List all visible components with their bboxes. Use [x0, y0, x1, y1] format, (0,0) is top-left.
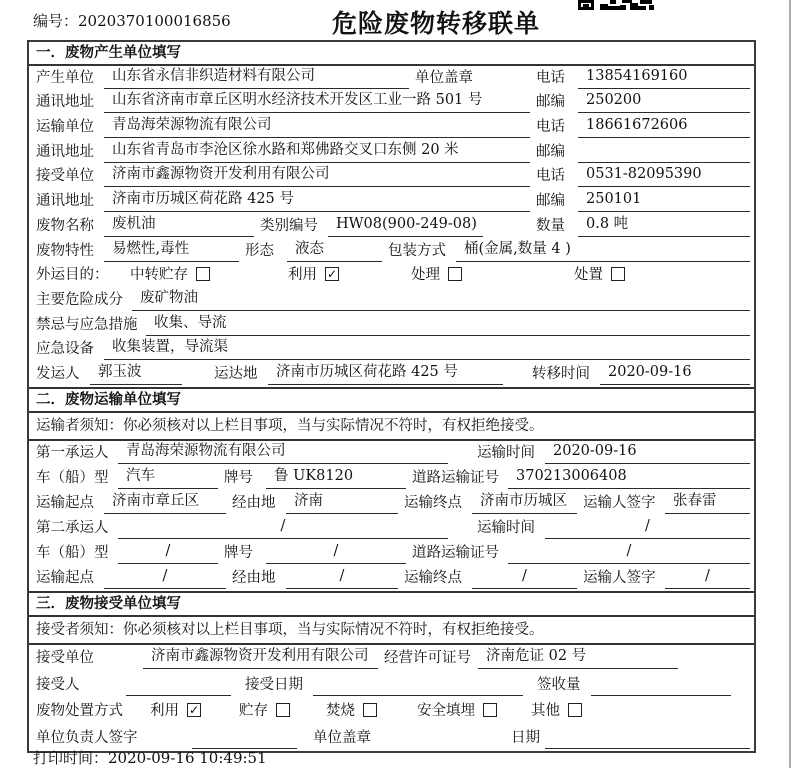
checkbox-checked-icon: ✓ [326, 266, 338, 281]
field-label: 通讯地址 [36, 193, 94, 210]
field-label: 邮编 [536, 143, 565, 160]
field-value: 山东省济南市章丘区明水经济技术开发区工业一路 501 号 [104, 91, 530, 113]
field-label: 运输终点 [404, 494, 462, 511]
field-label: 邮编 [536, 193, 565, 210]
form-row [29, 313, 754, 338]
checkbox-label: 其他 [531, 703, 560, 720]
field-label: 接受单位 [36, 650, 94, 667]
field-value: / [472, 567, 577, 589]
field-value: 18661672606 [578, 116, 750, 138]
field-value: 济南危证 02 号 [478, 647, 678, 669]
checkbox-unchecked-icon [448, 267, 462, 281]
field-value: 济南市章丘区 [104, 492, 226, 514]
form-row [29, 214, 754, 239]
print-time-label: 打印时间： [33, 749, 109, 767]
checkbox-unchecked-icon [568, 703, 582, 717]
form-row [29, 491, 754, 516]
form-row [29, 441, 754, 466]
checkbox-checked-icon: ✓ [188, 702, 200, 717]
field-label: 道路运输证号 [412, 469, 499, 486]
field-value: 济南市鑫源物资开发利用有限公司 [143, 647, 378, 669]
field-label: 运输时间 [477, 444, 535, 461]
checkbox-field [411, 263, 462, 288]
checkbox-unchecked-icon [611, 267, 625, 281]
checkbox-label: 处理 [411, 267, 440, 284]
form-row [29, 671, 754, 698]
page-title: 危险废物转移联单 [332, 9, 541, 38]
field-value: 13854169160 [578, 67, 750, 89]
field-value: 收集装置，导流渠 [104, 338, 750, 360]
checkbox-label: 处置 [574, 267, 603, 284]
field-value: 2020-09-16 [600, 363, 750, 385]
field-value: 370213006408 [508, 467, 750, 489]
field-label: 运输人签字 [583, 494, 656, 511]
field-value: HW08(900-249-08) [328, 215, 483, 237]
field-label: 通讯地址 [36, 143, 94, 160]
checkbox-field [150, 699, 201, 724]
checkbox-label: 中转贮存 [130, 267, 188, 284]
field-label: 外运目的： [36, 267, 109, 284]
field-value: / [118, 517, 448, 539]
field-label: 发运人 [36, 365, 80, 382]
checkbox-field [531, 699, 582, 724]
section-note: 接受者须知：你必须核对以上栏目事项，当与实际情况不符时，有权拒绝接受。 [29, 617, 754, 645]
field-value: / [286, 567, 398, 589]
checkbox-unchecked-icon [276, 703, 290, 717]
checkbox-field [288, 263, 339, 288]
field-value: 易燃性,毒性 [104, 240, 239, 262]
field-value: 废矿物油 [132, 289, 750, 311]
field-label: 邮编 [536, 94, 565, 111]
checkbox-label: 利用 [288, 267, 317, 284]
section-note: 运输者须知：你必须核对以上栏目事项，当与实际情况不符时，有权拒绝接受。 [29, 413, 754, 441]
serial-line [33, 10, 231, 31]
field-label: 接受人 [36, 676, 80, 693]
field-value: 250200 [578, 91, 750, 113]
field-value: 济南 [286, 492, 398, 514]
field-label: 运输时间 [477, 519, 535, 536]
form-row [29, 466, 754, 491]
form-row [29, 645, 754, 672]
field-label: 电话 [536, 119, 565, 136]
checkbox-unchecked-icon [483, 703, 497, 717]
field-value [545, 746, 750, 749]
field-label: 电话 [536, 168, 565, 185]
field-label: 通讯地址 [36, 94, 94, 111]
checkbox-field [326, 699, 377, 724]
field-value: 济南市鑫源物资开发利用有限公司 [104, 165, 530, 187]
form-row [29, 264, 754, 289]
form-row [29, 566, 754, 591]
field-label: 包装方式 [388, 242, 446, 259]
field-label: 形态 [245, 242, 274, 259]
field-value [126, 693, 231, 696]
field-value: 液态 [287, 240, 382, 262]
field-value: 济南市历城区荷花路 425 号 [104, 190, 530, 212]
field-label: 签收量 [537, 676, 581, 693]
field-label: 经由地 [232, 569, 276, 586]
form-row [29, 239, 754, 264]
field-value: 鲁 UK8120 [266, 467, 406, 489]
field-label: 经由地 [232, 494, 276, 511]
field-value: 收集、导流 [146, 314, 750, 336]
form-row [29, 338, 754, 363]
field-label: 运输起点 [36, 494, 94, 511]
field-value: 郭玉波 [90, 363, 182, 385]
field-value: 青岛海荣源物流有限公司 [104, 116, 530, 138]
form-table [27, 40, 756, 753]
field-label: 接受日期 [245, 676, 303, 693]
field-label: 运达地 [214, 365, 258, 382]
checkbox-unchecked-icon [196, 267, 210, 281]
field-value: / [104, 567, 226, 589]
field-label: 废物特性 [36, 242, 94, 259]
field-value: / [665, 567, 750, 589]
form-row [29, 698, 754, 725]
field-label: 数量 [536, 217, 565, 234]
form-row [29, 541, 754, 566]
print-time-value: 2020-09-16 10:49:51 [108, 749, 267, 767]
section-header-receiver: 三．废物接受单位填写 [29, 591, 754, 617]
field-label: 车（船）型 [36, 544, 109, 561]
form-row [29, 140, 754, 165]
field-value: / [545, 517, 750, 539]
field-label: 电话 [536, 69, 565, 86]
form-row [29, 91, 754, 116]
field-value: 0.8 吨 [578, 215, 750, 237]
field-label: 牌号 [224, 544, 253, 561]
field-value: 山东省青岛市李沧区徐水路和郑佛路交叉口东侧 20 米 [104, 141, 530, 163]
field-value: 青岛海荣源物流有限公司 [118, 442, 448, 464]
field-value: 2020-09-16 [545, 442, 750, 464]
field-value: 济南市历城区荷花路 425 号 [268, 363, 503, 385]
field-label: 转移时间 [532, 365, 590, 382]
field-label: 产生单位 [36, 69, 94, 86]
field-value [591, 693, 731, 696]
section-header-producer: 一．废物产生单位填写 [29, 42, 754, 66]
field-value [313, 693, 523, 696]
field-label: 类别编号 [260, 217, 318, 234]
field-label: 单位盖章 [313, 729, 371, 746]
field-value: 250101 [578, 190, 750, 212]
page-edge-line [789, 0, 791, 768]
field-label: 车（船）型 [36, 469, 109, 486]
field-value: 济南市历城区 [472, 492, 577, 514]
field-label: 经营许可证号 [384, 650, 471, 667]
field-value: 张春雷 [665, 492, 750, 514]
form-row [29, 516, 754, 541]
field-value: / [266, 542, 406, 564]
checkbox-label: 焚烧 [326, 703, 355, 720]
print-time-line [33, 747, 267, 768]
field-value: 0531-82095390 [578, 165, 750, 187]
serial-label: 编号： [33, 12, 79, 30]
field-label: 日期 [511, 729, 540, 746]
form-row [29, 66, 754, 91]
field-label: 废物名称 [36, 217, 94, 234]
qr-code-fragment [578, 0, 654, 11]
checkbox-field [417, 699, 497, 724]
field-label: 运输终点 [404, 569, 462, 586]
field-label: 接受单位 [36, 168, 94, 185]
checkbox-label: 安全填埋 [417, 703, 475, 720]
field-label: 单位负责人签字 [36, 729, 138, 746]
field-label: 单位盖章 [415, 69, 473, 86]
field-value: 山东省永信非织造材料有限公司 [104, 67, 409, 89]
checkbox-field [239, 699, 290, 724]
form-row [29, 165, 754, 190]
checkbox-field [130, 263, 210, 288]
field-label: 运输人签字 [583, 569, 656, 586]
form-row [29, 362, 754, 387]
checkbox-label: 利用 [150, 703, 179, 720]
checkbox-unchecked-icon [363, 703, 377, 717]
section-header-transporter: 二．废物运输单位填写 [29, 387, 754, 413]
checkbox-field [574, 263, 625, 288]
field-value: / [508, 542, 750, 564]
field-label: 运输起点 [36, 569, 94, 586]
checkbox-label: 贮存 [239, 703, 268, 720]
field-value: / [118, 542, 218, 564]
field-label: 道路运输证号 [412, 544, 499, 561]
field-label: 废物处置方式 [36, 703, 123, 720]
form-row [29, 189, 754, 214]
field-label: 禁忌与应急措施 [36, 316, 138, 333]
field-label: 运输单位 [36, 119, 94, 136]
field-value: 桶(金属,数量 4 ) [456, 240, 750, 262]
form-row [29, 288, 754, 313]
field-value: 汽车 [118, 467, 218, 489]
field-label: 第二承运人 [36, 519, 109, 536]
field-label: 第一承运人 [36, 444, 109, 461]
field-value: 废机油 [104, 215, 254, 237]
serial-number: 2020370100016856 [78, 12, 231, 30]
field-value [578, 160, 750, 163]
field-label: 应急设备 [36, 341, 94, 358]
field-label: 主要危险成分 [36, 291, 123, 308]
field-label: 牌号 [224, 469, 253, 486]
form-row [29, 115, 754, 140]
